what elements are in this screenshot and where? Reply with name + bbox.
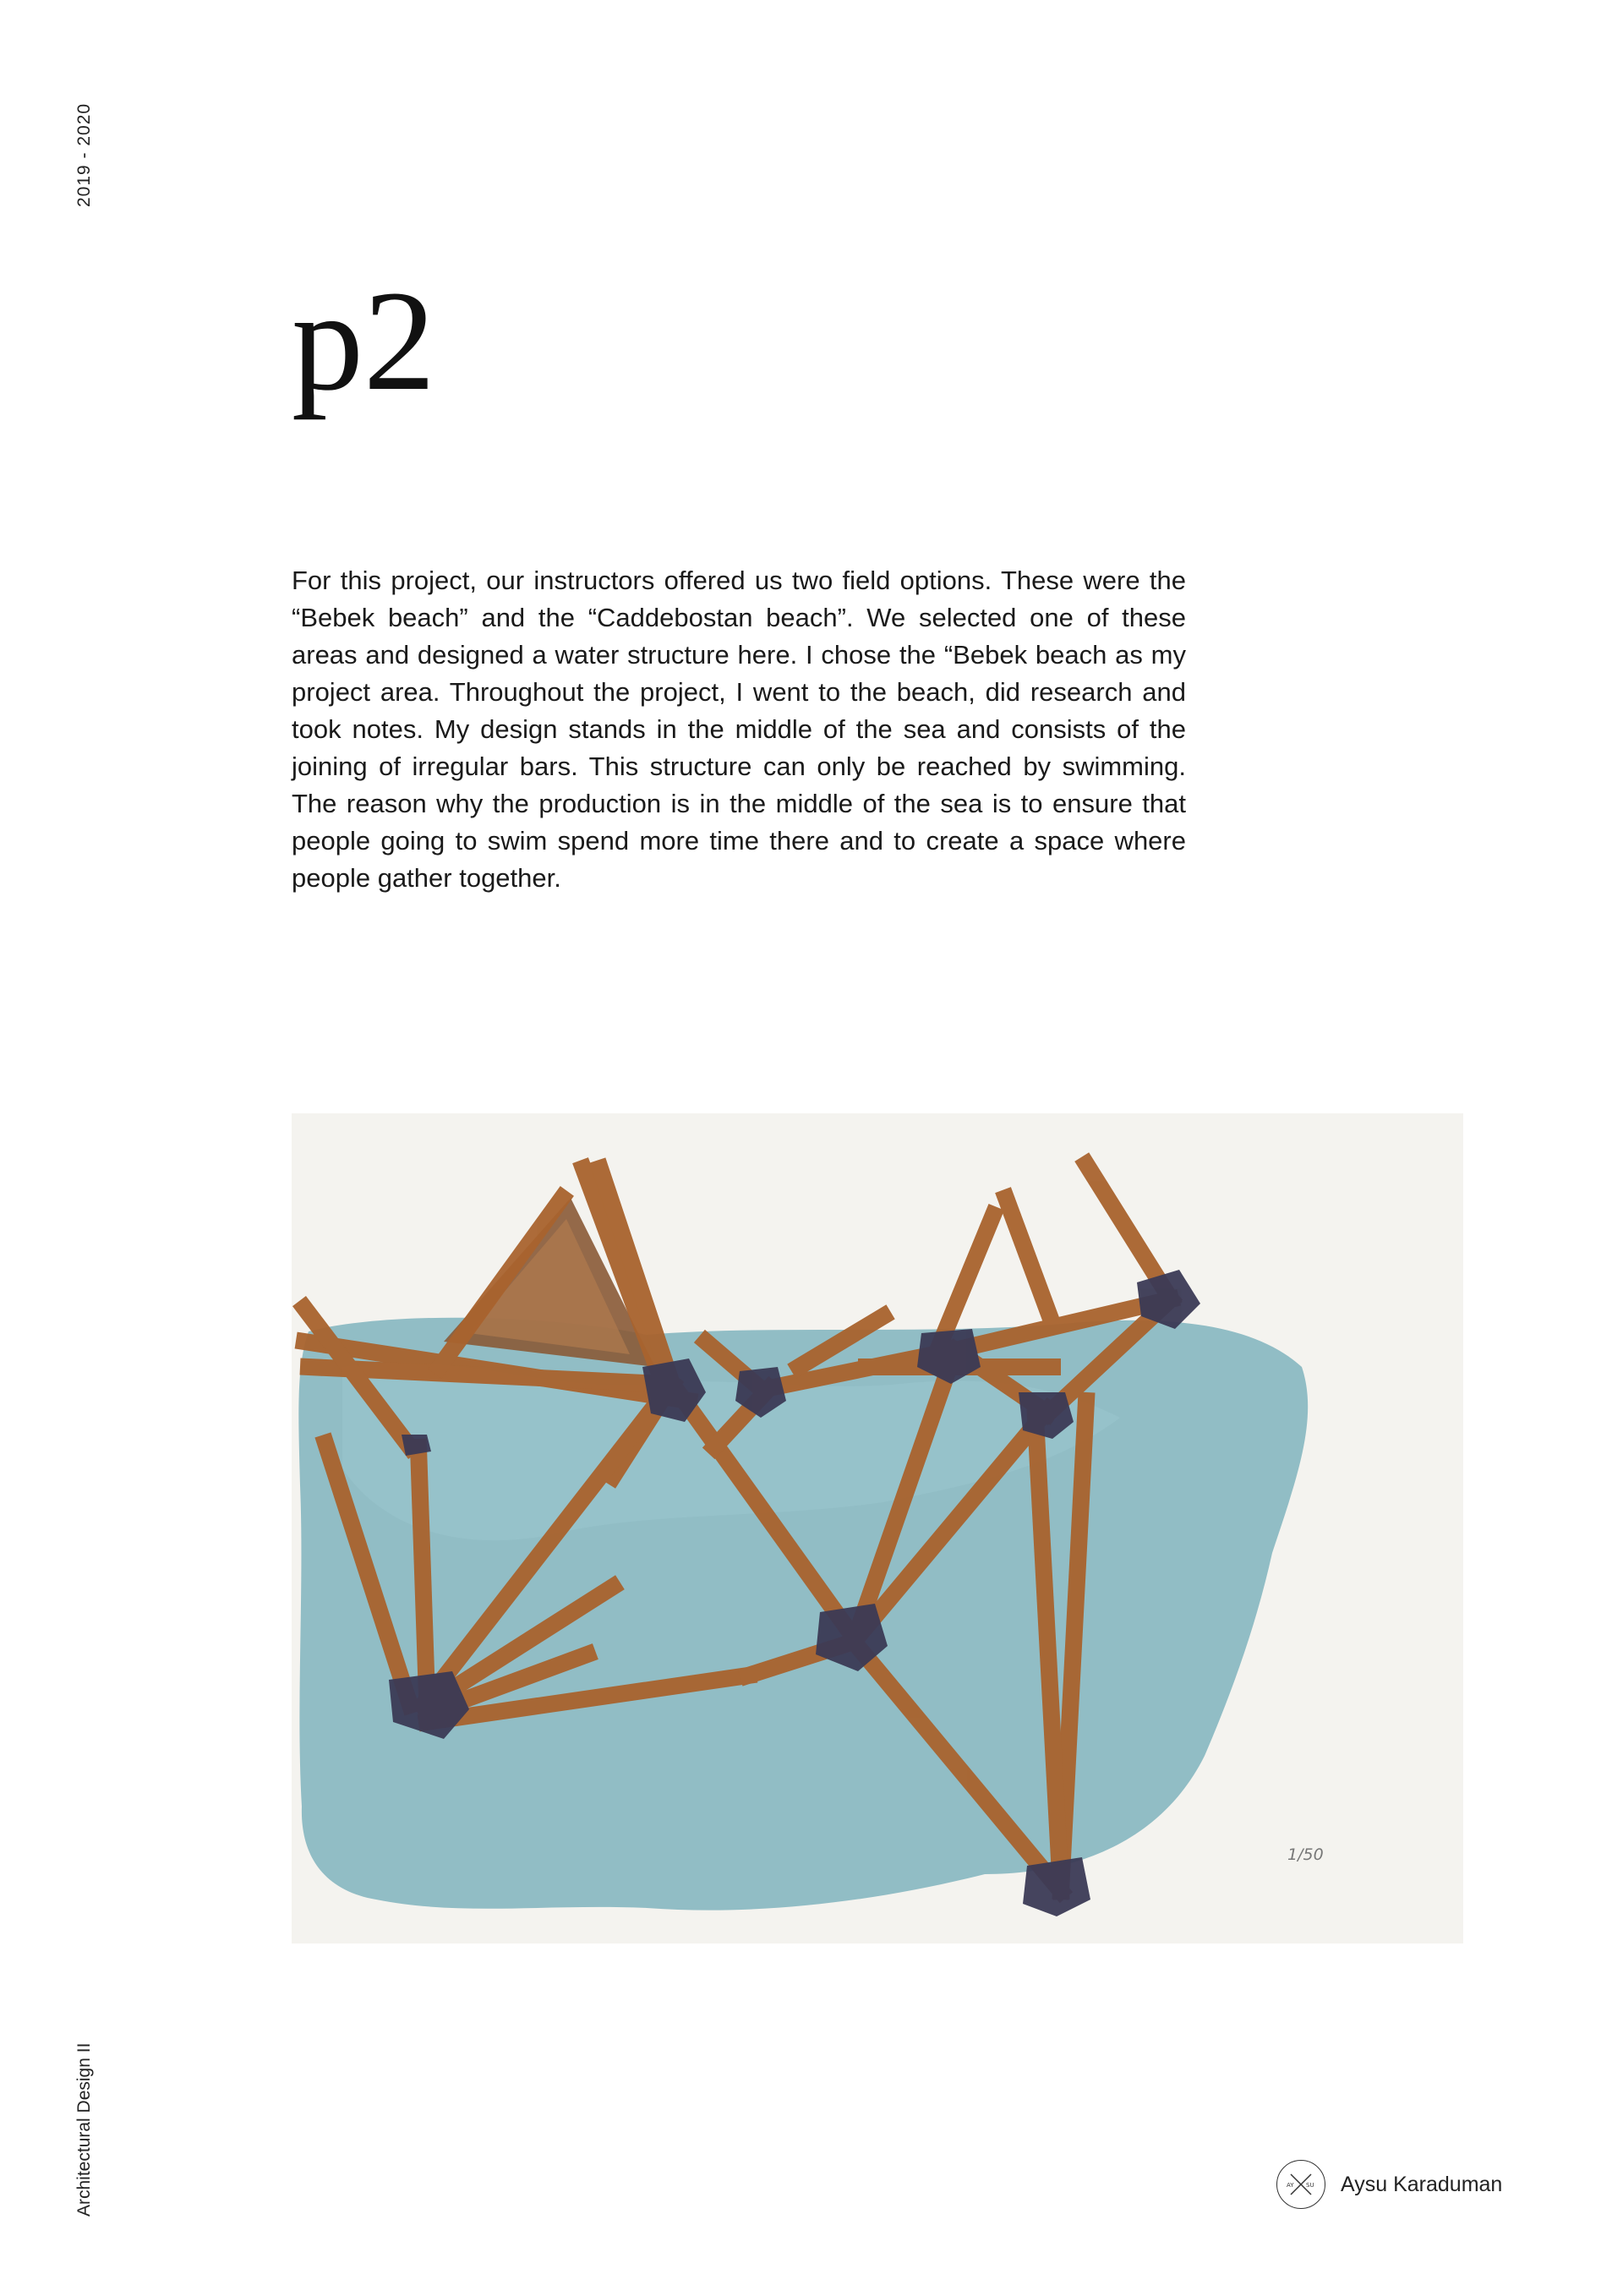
year-label: 2019 - 2020 [74, 102, 94, 207]
structure-drawing [292, 1113, 1463, 1943]
author-block [1276, 2160, 1502, 2209]
page-title: p2 [292, 261, 435, 420]
author-name: Aysu Karaduman [1341, 2172, 1503, 2196]
monogram-logo-icon [1276, 2160, 1325, 2209]
svg-text:SU: SU [1306, 2182, 1314, 2189]
watercolor-illustration [292, 1113, 1463, 1943]
svg-text:AY: AY [1287, 2182, 1294, 2189]
scale-note: 1/50 [1287, 1845, 1324, 1864]
project-description: For this project, our instructors offered us two field options. These were the “Bebek beach” and the “Caddebostan beach”. We selected one of these areas and designed a water structure here. I chose the “Bebek beach as my project area. Throughout the project, I went to the beach, did research and took notes. My design stands in the middle of the sea and consists of the joining of irregular bars. This structure can only be reached by swimming. The reason why the production is in the middle of the sea is to ensure that people going to swim spend more time there and to create a space where people gather together. [292, 566, 1186, 893]
course-label: Architectural Design II [74, 2042, 94, 2217]
